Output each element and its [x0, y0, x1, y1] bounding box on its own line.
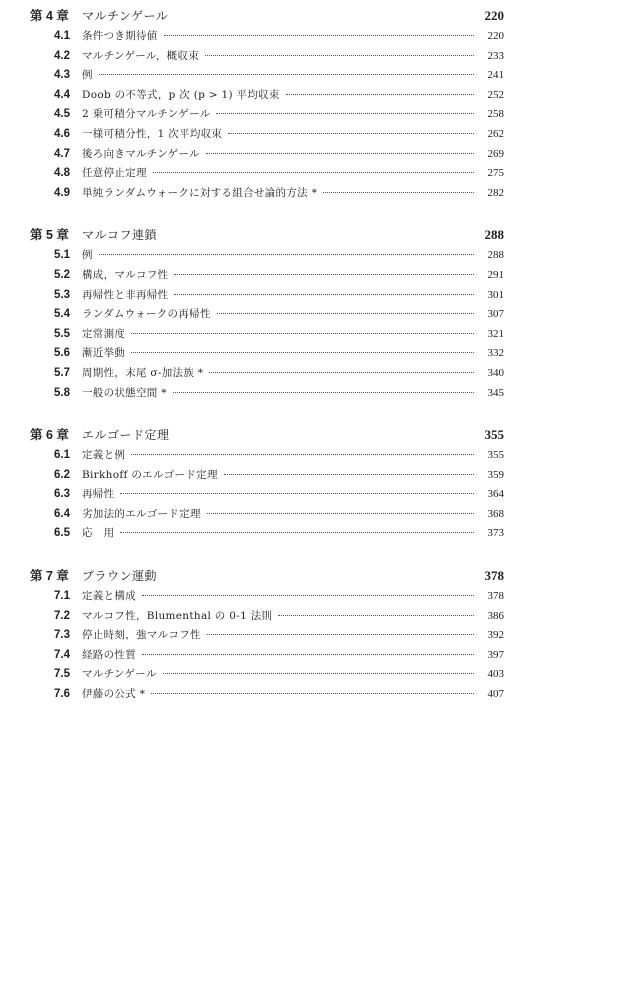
section-page: 359 — [487, 468, 504, 481]
toc-entry[interactable] — [30, 146, 504, 166]
dot-leader — [173, 392, 474, 393]
toc-entry[interactable] — [30, 486, 504, 506]
chapter-heading[interactable] — [30, 566, 504, 584]
section-title: マルチンゲール，概収束 — [82, 49, 200, 62]
section-title: 定義と例 — [82, 449, 126, 462]
section-page: 392 — [487, 629, 504, 642]
dot-leader — [142, 595, 474, 596]
section-number: 4.9 — [54, 186, 70, 199]
section-title: 再帰性と非再帰性 — [82, 288, 169, 301]
toc-entry[interactable] — [30, 666, 504, 686]
section-title: 経路の性質 — [82, 648, 136, 661]
dot-leader — [174, 274, 474, 275]
section-title: 条件つき期待値 — [82, 30, 158, 42]
dot-leader — [99, 254, 474, 255]
section-page: 355 — [487, 449, 504, 462]
section-number: 4.5 — [54, 108, 70, 121]
section-title: 周期性，末尾 σ-加法族 * — [82, 366, 204, 379]
section-page: 378 — [487, 590, 504, 603]
section-number: 4.8 — [54, 167, 70, 180]
section-page: 301 — [487, 288, 504, 301]
toc-entry[interactable] — [30, 267, 504, 287]
chapter-heading[interactable] — [30, 425, 504, 443]
section-number: 5.7 — [54, 366, 70, 379]
section-page: 345 — [487, 386, 504, 399]
section-title: Birkhoff のエルゴード定理 — [82, 468, 218, 481]
section-number: 5.6 — [54, 347, 70, 360]
section-title: 漸近挙動 — [82, 347, 126, 360]
toc-entry[interactable] — [30, 87, 504, 107]
dot-leader — [216, 113, 474, 114]
section-number: 4.2 — [54, 49, 70, 62]
section-number: 7.1 — [54, 590, 70, 603]
section-title: 単純ランダムウォークに対する組合せ論的方法 * — [82, 186, 318, 199]
dot-leader — [323, 192, 474, 193]
dot-leader — [131, 352, 474, 353]
chapter-title: マルチンゲール — [82, 9, 169, 23]
chapter-page: 220 — [484, 8, 504, 23]
section-page: 368 — [487, 507, 504, 520]
chapter-5 — [30, 225, 504, 404]
section-page: 233 — [487, 49, 504, 62]
section-title: マルチンゲール — [82, 668, 157, 681]
section-number: 4.1 — [54, 30, 70, 42]
toc-entry[interactable] — [30, 588, 504, 608]
toc-entry[interactable] — [30, 447, 504, 467]
section-page: 407 — [487, 688, 504, 701]
section-number: 5.4 — [54, 308, 70, 321]
section-title: 伊藤の公式 * — [82, 688, 146, 701]
section-title: 応 用 — [82, 527, 115, 540]
dot-leader — [206, 153, 474, 154]
dot-leader — [142, 654, 474, 655]
toc-entry[interactable] — [30, 106, 504, 126]
section-title: 定常測度 — [82, 327, 126, 340]
dot-leader — [228, 133, 474, 134]
section-page: 262 — [487, 127, 504, 140]
section-page: 269 — [487, 147, 504, 160]
section-page: 340 — [487, 366, 504, 379]
section-number: 6.5 — [54, 527, 70, 540]
toc-entry[interactable] — [30, 608, 504, 628]
section-page: 241 — [487, 69, 504, 82]
section-number: 4.7 — [54, 147, 70, 160]
section-title: 再帰性 — [82, 488, 115, 501]
section-page: 332 — [487, 347, 504, 360]
section-page: 291 — [487, 268, 504, 281]
section-number: 5.8 — [54, 386, 70, 399]
dot-leader — [151, 693, 474, 694]
section-page: 386 — [487, 609, 504, 622]
section-number: 4.6 — [54, 127, 70, 140]
section-page: 288 — [487, 249, 504, 262]
dot-leader — [224, 474, 474, 475]
dot-leader — [164, 35, 474, 36]
toc-entry[interactable] — [30, 627, 504, 647]
toc-entry[interactable] — [30, 686, 504, 706]
section-number: 7.2 — [54, 609, 70, 622]
section-title: 後ろ向きマルチンゲール — [82, 147, 200, 160]
dot-leader — [205, 55, 474, 56]
toc-entry[interactable] — [30, 506, 504, 526]
dot-leader — [153, 172, 474, 173]
chapter-label: 第 6 章 — [30, 428, 69, 443]
dot-leader — [286, 94, 474, 95]
dot-leader — [131, 454, 474, 455]
section-number: 7.4 — [54, 648, 70, 661]
section-page: 307 — [487, 308, 504, 321]
section-page: 364 — [487, 488, 504, 501]
section-title: ランダムウォークの再帰性 — [82, 308, 211, 321]
chapter-4 — [30, 6, 504, 204]
chapter-6 — [30, 425, 504, 545]
toc-entry[interactable] — [30, 247, 504, 267]
section-title: 例 — [82, 249, 93, 262]
section-page: 373 — [487, 527, 504, 540]
section-title: Doob の不等式，p 次 (p > 1) 平均収束 — [82, 88, 280, 101]
dot-leader — [120, 532, 474, 533]
toc-entry[interactable] — [30, 365, 504, 385]
section-number: 7.3 — [54, 629, 70, 642]
section-page: 258 — [487, 108, 504, 121]
chapter-page: 378 — [484, 568, 504, 584]
chapter-label: 第 7 章 — [30, 569, 69, 584]
dot-leader — [207, 634, 474, 635]
section-number: 6.3 — [54, 488, 70, 501]
chapter-label: 第 5 章 — [30, 228, 69, 243]
section-number: 5.5 — [54, 327, 70, 340]
dot-leader — [99, 74, 474, 75]
toc-entry[interactable] — [30, 28, 504, 48]
section-page: 220 — [487, 30, 504, 42]
section-page: 252 — [487, 88, 504, 101]
section-title: 停止時刻，強マルコフ性 — [82, 629, 201, 642]
dot-leader — [209, 372, 474, 373]
dot-leader — [163, 673, 474, 674]
chapter-heading[interactable] — [30, 225, 504, 243]
dot-leader — [207, 513, 474, 514]
toc-entry[interactable] — [30, 48, 504, 68]
dot-leader — [278, 615, 474, 616]
section-title: 例 — [82, 69, 93, 82]
section-page: 275 — [487, 167, 504, 180]
toc-entry[interactable] — [30, 345, 504, 365]
section-page: 403 — [487, 668, 504, 681]
section-number: 5.3 — [54, 288, 70, 301]
section-page: 397 — [487, 648, 504, 661]
section-number: 4.3 — [54, 69, 70, 82]
dot-leader — [120, 493, 474, 494]
toc-entry[interactable] — [30, 306, 504, 326]
toc-entry[interactable] — [30, 287, 504, 307]
section-number: 7.5 — [54, 668, 70, 681]
dot-leader — [131, 333, 474, 334]
chapter-label: 第 4 章 — [30, 9, 69, 23]
section-title: 2 乗可積分マルチンゲール — [82, 108, 211, 121]
section-title: 一般の状態空間 * — [82, 386, 167, 399]
chapter-title: マルコフ連鎖 — [82, 228, 158, 243]
chapter-7 — [30, 566, 504, 706]
toc-entry[interactable] — [30, 467, 504, 487]
section-title: マルコフ性，Blumenthal の 0-1 法則 — [82, 609, 273, 622]
chapter-page: 355 — [484, 427, 504, 443]
section-number: 4.4 — [54, 88, 70, 101]
dot-leader — [217, 313, 474, 314]
chapter-page: 288 — [484, 227, 504, 243]
toc-entry[interactable] — [30, 185, 504, 205]
toc-entry[interactable] — [30, 126, 504, 146]
dot-leader — [174, 294, 474, 295]
section-title: 構成，マルコフ性 — [82, 268, 169, 281]
chapter-heading[interactable] — [30, 6, 504, 24]
section-title: 定義と構成 — [82, 590, 136, 603]
toc-entry[interactable] — [30, 67, 504, 87]
section-page: 282 — [487, 186, 504, 199]
section-title: 任意停止定理 — [82, 167, 147, 180]
section-title: 一様可積分性，1 次平均収束 — [82, 127, 223, 140]
toc-entry[interactable] — [30, 647, 504, 667]
toc-entry[interactable] — [30, 326, 504, 346]
section-number: 5.2 — [54, 268, 70, 281]
table-of-contents — [30, 6, 504, 727]
section-number: 6.4 — [54, 507, 70, 520]
section-page: 321 — [487, 327, 504, 340]
toc-entry[interactable] — [30, 525, 504, 545]
section-number: 7.6 — [54, 688, 70, 701]
section-title: 劣加法的エルゴード定理 — [82, 507, 201, 520]
toc-entry[interactable] — [30, 385, 504, 405]
chapter-title: エルゴード定理 — [82, 428, 170, 443]
toc-entry[interactable] — [30, 165, 504, 185]
section-number: 6.1 — [54, 449, 70, 462]
section-number: 6.2 — [54, 468, 70, 481]
section-number: 5.1 — [54, 249, 70, 262]
chapter-title: ブラウン運動 — [82, 569, 158, 584]
